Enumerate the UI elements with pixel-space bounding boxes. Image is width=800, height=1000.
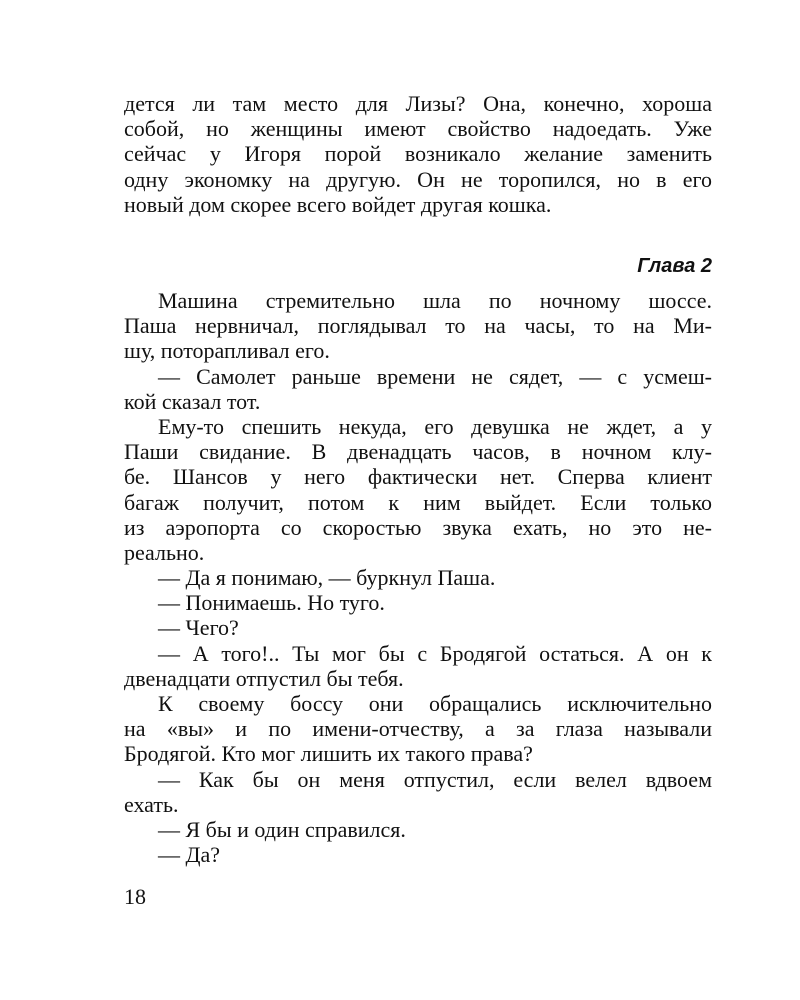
text-line: — Да я понимаю, — буркнул Паша. xyxy=(158,565,496,591)
text-line: на «вы» и по имени-отчеству, а за глаза называли xyxy=(124,716,712,742)
text-line: реально. xyxy=(124,539,205,565)
text-line: кой сказал тот. xyxy=(124,388,261,414)
text-line: — Понимаешь. Но туго. xyxy=(158,590,385,616)
text-line: Ему-то спешить некуда, его девушка не ждет, а у xyxy=(158,413,712,439)
text-line: — Как бы он меня отпустил, если велел вдвоем xyxy=(158,766,712,792)
text-line: — Самолет раньше времени не сядет, — с усмеш- xyxy=(158,363,712,389)
text-line: К своему боссу они обращались исключительно xyxy=(158,691,712,716)
text-line: новый дом скорее всего войдет другая кошка. xyxy=(124,191,552,217)
text-line: — А того!.. Ты мог бы с Бродягой остаться. А он к xyxy=(158,640,712,666)
text-line: из аэропорта со скоростью звука ехать, но это не- xyxy=(124,514,712,540)
text-line: бе. Шансов у него фактически нет. Сперва клиент xyxy=(124,464,712,490)
text-line: багаж получит, потом к ним выйдет. Если только xyxy=(124,489,712,515)
text-line: одну экономку на другую. Он не торопился, но в его xyxy=(124,166,712,192)
chapter-heading: Глава 2 xyxy=(637,255,712,277)
text-line: — Я бы и один справился. xyxy=(158,816,406,842)
text-line: Машина стремительно шла по ночному шоссе. xyxy=(158,288,712,313)
text-line: Паши свидание. В двенадцать часов, в ночном клу- xyxy=(124,439,712,465)
text-line: дется ли там место для Лизы? Она, конечно, хороша xyxy=(124,91,712,116)
text-line: собой, но женщины имеют свойство надоедать. Уже xyxy=(124,116,712,142)
text-line: сейчас у Игоря порой возникало желание заменить xyxy=(124,141,712,167)
text-line: шу, поторапливал его. xyxy=(124,338,330,364)
text-line: двенадцати отпустил бы тебя. xyxy=(124,665,404,691)
text-line: ехать. xyxy=(124,791,179,817)
text-line: Бродягой. Кто мог лишить их такого права? xyxy=(124,741,533,767)
text-line: Паша нервничал, поглядывал то на часы, то на Ми- xyxy=(124,313,712,339)
text-line: — Да? xyxy=(158,842,221,868)
page-number: 18 xyxy=(124,884,146,909)
previous-chapter-ending xyxy=(124,91,712,217)
text-line: — Чего? xyxy=(158,615,239,641)
chapter-body xyxy=(124,288,712,867)
